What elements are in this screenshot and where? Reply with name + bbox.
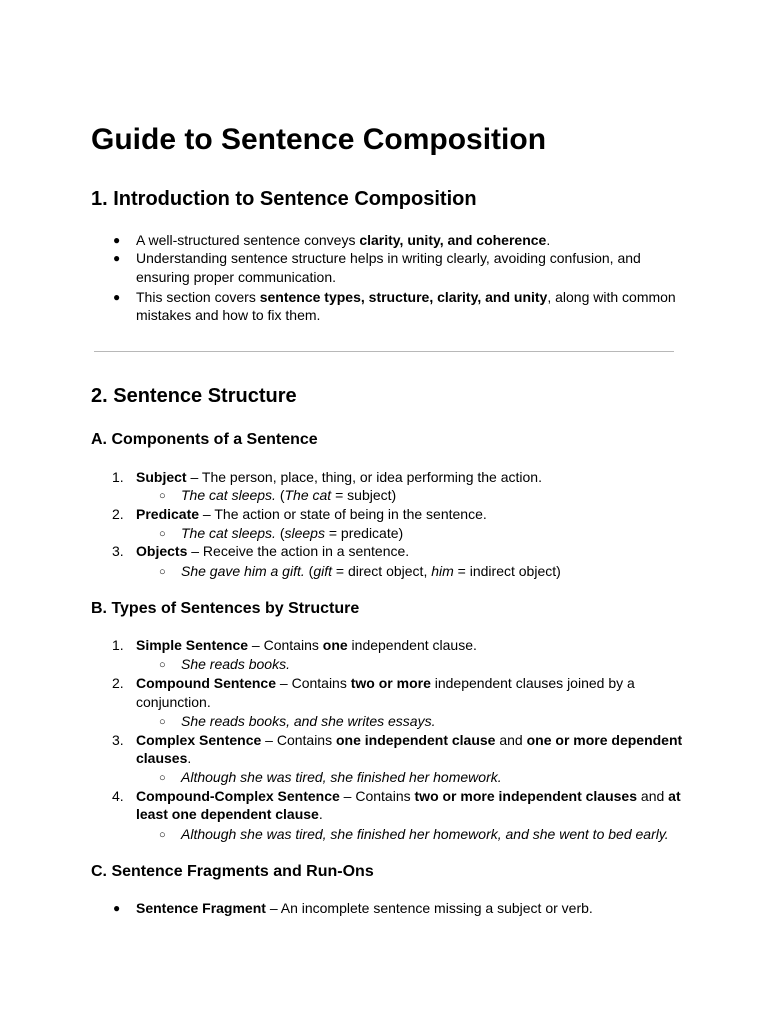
sub-bullet-marker: ○	[159, 829, 166, 841]
sub-bullet-marker: ○	[159, 772, 166, 784]
example-item: Although she was tired, she finished her homework, and she went to bed early.	[181, 826, 669, 842]
list-number: 3.	[112, 732, 124, 748]
list-number: 1.	[112, 469, 124, 485]
sub-bullet-marker: ○	[159, 490, 166, 502]
subsection-heading-fragments: C. Sentence Fragments and Run-Ons	[91, 863, 374, 880]
list-item-continuation: conjunction.	[136, 694, 211, 710]
list-item: Objects – Receive the action in a sentence.	[136, 543, 410, 559]
bullet-item-continuation: ensuring proper communication.	[136, 269, 336, 285]
list-number: 1.	[112, 637, 124, 653]
example-item: She reads books, and she writes essays.	[181, 713, 436, 729]
list-item: Subject – The person, place, thing, or idea performing the action.	[136, 469, 542, 485]
list-item: Compound Sentence – Contains two or more independent clauses joined by a	[136, 675, 635, 691]
example-item: She gave him a gift. (gift = direct object, him = indirect object)	[181, 563, 561, 579]
bullet-marker: ●	[113, 251, 121, 265]
section-heading-sentence-structure: 2. Sentence Structure	[91, 385, 297, 407]
bullet-item-continuation: mistakes and how to fix them.	[136, 307, 321, 323]
list-item-continuation: clauses.	[136, 750, 192, 766]
bullet-marker: ●	[113, 233, 121, 247]
list-number: 2.	[112, 506, 124, 522]
horizontal-divider	[94, 351, 674, 352]
list-item-continuation: least one dependent clause.	[136, 806, 323, 822]
bullet-item: Sentence Fragment – An incomplete sentence missing a subject or verb.	[136, 900, 593, 916]
list-item: Complex Sentence – Contains one independent clause and one or more dependent	[136, 732, 683, 748]
list-number: 3.	[112, 543, 124, 559]
bullet-marker: ●	[113, 290, 121, 304]
bullet-item: This section covers sentence types, structure, clarity, and unity, along with common	[136, 289, 676, 305]
section-heading-introduction: 1. Introduction to Sentence Composition	[91, 188, 477, 210]
subsection-heading-components: A. Components of a Sentence	[91, 431, 318, 448]
bullet-item: Understanding sentence structure helps in writing clearly, avoiding confusion, and	[136, 250, 641, 266]
list-item: Simple Sentence – Contains one independent clause.	[136, 637, 477, 653]
page-title: Guide to Sentence Composition	[91, 123, 547, 156]
example-item: The cat sleeps. (sleeps = predicate)	[181, 525, 404, 541]
list-number: 2.	[112, 675, 124, 691]
example-item: Although she was tired, she finished her homework.	[181, 769, 502, 785]
subsection-heading-types: B. Types of Sentences by Structure	[91, 600, 360, 617]
bullet-marker: ●	[113, 901, 121, 915]
sub-bullet-marker: ○	[159, 659, 166, 671]
example-item: The cat sleeps. (The cat = subject)	[181, 487, 397, 503]
list-number: 4.	[112, 788, 124, 804]
sub-bullet-marker: ○	[159, 528, 166, 540]
sub-bullet-marker: ○	[159, 716, 166, 728]
bullet-item: A well-structured sentence conveys clarity, unity, and coherence.	[136, 232, 551, 248]
list-item: Predicate – The action or state of being in the sentence.	[136, 506, 487, 522]
list-item: Compound-Complex Sentence – Contains two or more independent clauses and at	[136, 788, 681, 804]
sub-bullet-marker: ○	[159, 566, 166, 578]
example-item: She reads books.	[181, 656, 290, 672]
